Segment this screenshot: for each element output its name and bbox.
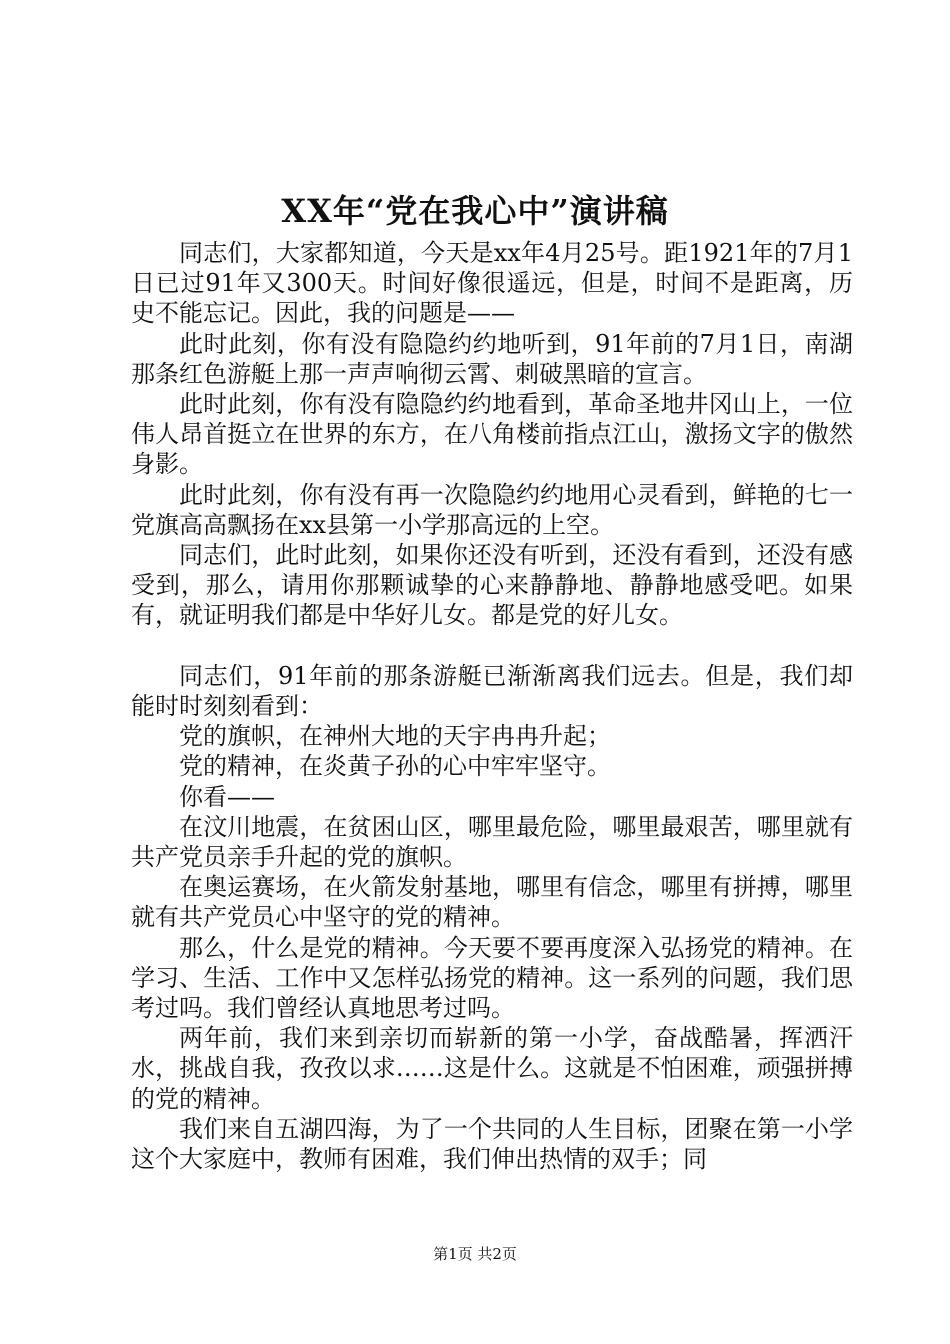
paragraph: 党的精神，在炎黄子孙的心中牢牢坚守。 [179,752,611,781]
paragraph: 你看—— [179,782,275,811]
paragraph: 此时此刻，你有没有隐隐约约地听到，91年前的7月1日，南湖那条红色游艇上那一声声响彻云霄、刺破黑暗的宣言。 [131,329,853,388]
page-number: 第1页 共2页 [433,1245,517,1263]
paragraph: 在奥运赛场，在火箭发射基地，哪里有信念，哪里有拼搏，哪里就有共产党员心中坚守的党的精神。 [131,873,853,932]
paragraph: 同志们，此时此刻，如果你还没有听到，还没有看到，还没有感受到，那么，请用你那颗诚挚的心来静静地、静静地感受吧。如果有，就证明我们都是中华好儿女。都是党的好儿女。 [131,541,853,630]
blank-line [131,631,853,661]
paragraph: 党的旗帜，在神州大地的天宇冉冉升起； [179,722,611,751]
document-body [131,238,853,1174]
paragraph: 在汶川地震，在贫困山区，哪里最危险，哪里最艰苦，哪里就有共产党员亲手升起的党的旗帜。 [131,812,853,872]
paragraph: 两年前，我们来到亲切而崭新的第一小学，奋战酷暑，挥洒汗水，挑战自我，孜孜以求……这是什么。这就是不怕困难，顽强拼搏的党的精神。 [131,1024,853,1113]
paragraph: 我们来自五湖四海，为了一个共同的人生目标，团聚在第一小学这个大家庭中，教师有困难，我们伸出热情的双手；同 [131,1114,853,1174]
paragraph: 同志们，大家都知道，今天是xx年4月25号。距1921年的7月1日已过91年又300天。时间好像很遥远，但是，时间不是距离，历史不能忘记。因此，我的问题是—— [131,239,853,328]
paragraph: 此时此刻，你有没有再一次隐隐约约地用心灵看到，鲜艳的七一党旗高高飘扬在xx县第一小学那高远的上空。 [131,480,853,539]
page-title: XX年“党在我心中”演讲稿 [281,192,669,230]
paragraph: 同志们，91年前的那条游艇已渐渐离我们远去。但是，我们却能时时刻刻看到： [131,661,853,721]
paragraph: 那么，什么是党的精神。今天要不要再度深入弘扬党的精神。在学习、生活、工作中又怎样弘扬党的精神。这一系列的问题，我们思考过吗。我们曾经认真地思考过吗。 [131,933,853,1023]
paragraph: 此时此刻，你有没有隐隐约约地看到，革命圣地井冈山上，一位伟人昂首挺立在世界的东方，在八角楼前指点江山，激扬文字的傲然身影。 [131,390,853,479]
